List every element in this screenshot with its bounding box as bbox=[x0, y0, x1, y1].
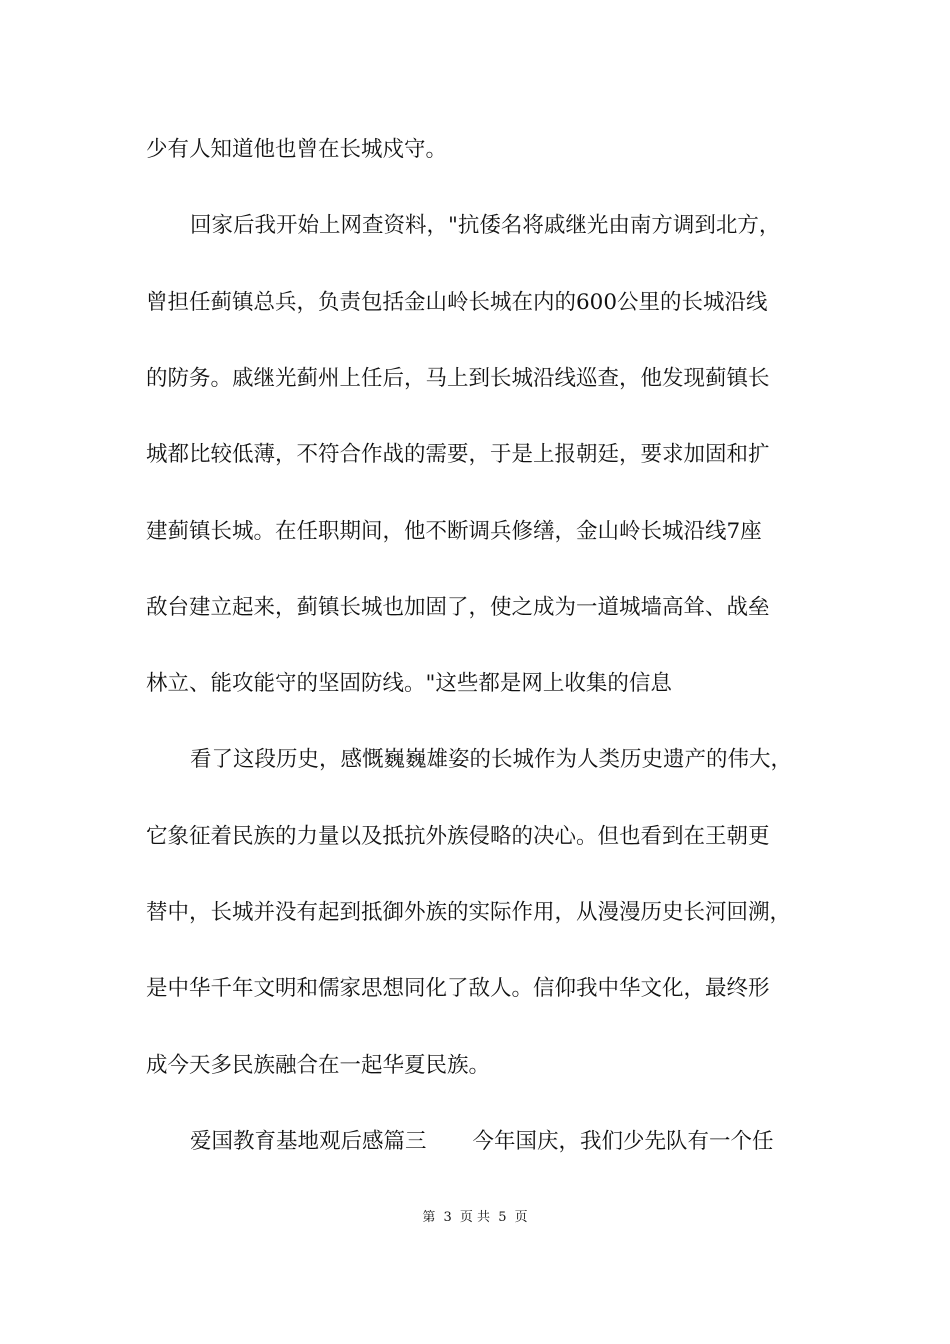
text-line: 城都比较低薄，不符合作战的需要，于是上报朝廷，要求加固和扩 bbox=[146, 442, 770, 467]
text-line: 是中华千年文明和儒家思想同化了敌人。信仰我中华文化，最终形 bbox=[146, 976, 770, 1001]
footer-prefix: 第 bbox=[422, 1210, 436, 1225]
footer-suffix: 页 bbox=[514, 1210, 528, 1225]
text-line: 建蓟镇长城。在任职期间，他不断调兵修缮，金山岭长城沿线7座 bbox=[146, 519, 762, 544]
text-line: 成今天多民族融合在一起华夏民族。 bbox=[146, 1053, 491, 1078]
text-line: 看了这段历史，感慨巍巍雄姿的长城作为人类历史遗产的伟大， bbox=[190, 747, 793, 772]
text-line: 敌台建立起来，蓟镇长城也加固了，使之成为一道城墙高耸、战垒 bbox=[146, 595, 770, 620]
page-footer bbox=[0, 1206, 950, 1225]
section-opening-text: 今年国庆，我们少先队有一个任 bbox=[472, 1129, 774, 1154]
text-line: 替中，长城并没有起到抵御外族的实际作用，从漫漫历史长河回溯， bbox=[146, 900, 792, 925]
text-line: 曾担任蓟镇总兵，负责包括金山岭长城在内的600公里的长城沿线 bbox=[146, 290, 768, 315]
current-page-number: 3 bbox=[443, 1210, 452, 1225]
section-title: 爱国教育基地观后感篇三 bbox=[190, 1129, 427, 1154]
footer-middle: 页 共 bbox=[459, 1210, 491, 1225]
text-line: 回家后我开始上网查资料，"抗倭名将戚继光由南方调到北方， bbox=[190, 213, 781, 238]
text-line-last bbox=[190, 1122, 774, 1162]
text-line: 少有人知道他也曾在长城戍守。 bbox=[146, 137, 448, 162]
text-line: 的防务。戚继光蓟州上任后，马上到长城沿线巡查，他发现蓟镇长 bbox=[146, 366, 770, 391]
text-line: 林立、能攻能守的坚固防线。"这些都是网上收集的信息 bbox=[146, 671, 672, 696]
total-pages-number: 5 bbox=[498, 1210, 507, 1225]
text-line: 它象征着民族的力量以及抵抗外族侵略的决心。但也看到在王朝更 bbox=[146, 824, 770, 849]
